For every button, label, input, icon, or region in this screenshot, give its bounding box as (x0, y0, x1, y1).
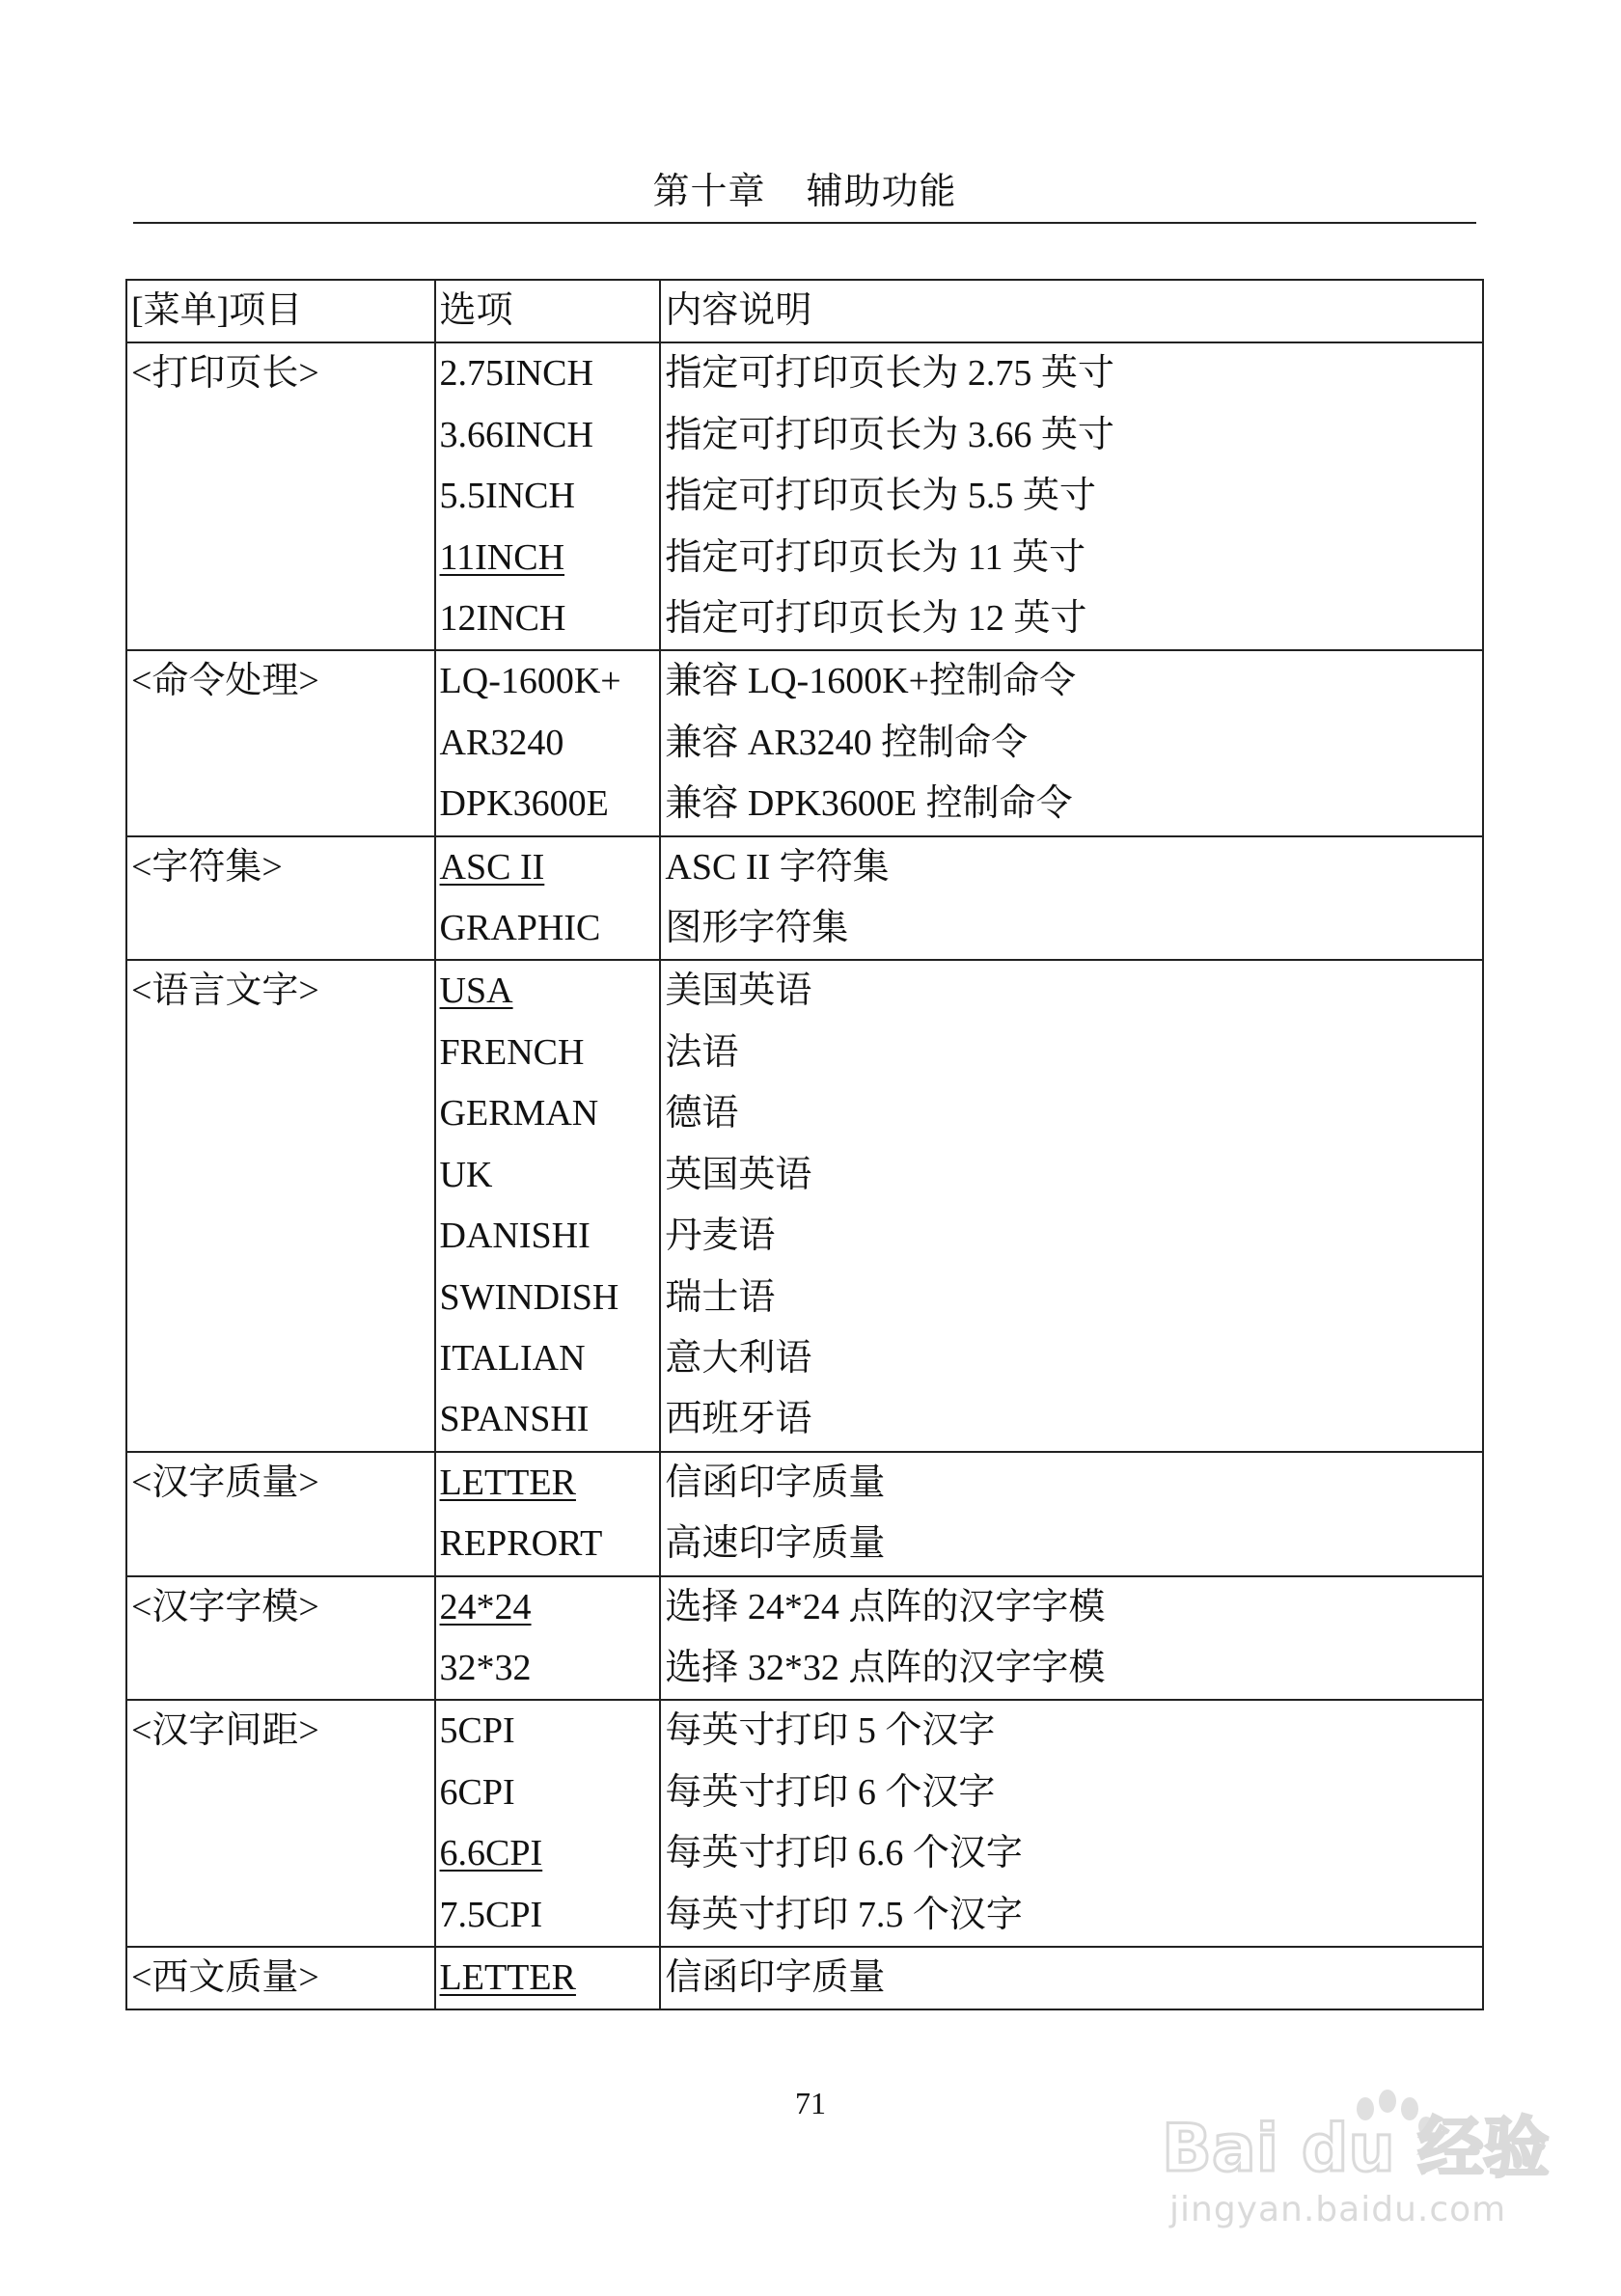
option-cell (435, 836, 661, 961)
default-option-value: 24*24 (439, 1586, 532, 1627)
menu-item-cell (126, 1700, 435, 1947)
option-description: 选择 32*32 点阵的汉字字模 (665, 1647, 1106, 1688)
menu-item-cell (126, 342, 435, 650)
default-option-value: 11INCH (439, 536, 565, 578)
option-value: GERMAN (439, 1093, 599, 1134)
option-value: DPK3600E (439, 783, 609, 825)
option-cell (435, 342, 661, 650)
watermark-url: jingyan.baidu.com (1169, 2190, 1507, 2229)
table-row (126, 1947, 1483, 2009)
option-cell (435, 650, 661, 835)
option-description: 图形字符集 (665, 908, 849, 949)
option-value: 7.5CPI (439, 1894, 543, 1935)
option-value: AR3240 (439, 722, 564, 763)
description-cell (660, 1576, 1483, 1701)
option-description: 每英寸打印 6 个汉字 (665, 1771, 996, 1813)
watermark-logo-text: Bai du 经验 (1162, 2111, 1550, 2184)
option-description: 高速印字质量 (665, 1523, 886, 1565)
default-option-value: ASC II (439, 846, 545, 888)
option-description: 信函印字质量 (665, 1956, 886, 1998)
option-value: 6CPI (439, 1771, 515, 1813)
option-value: UK (439, 1154, 493, 1195)
header-description: 内容说明 (660, 280, 1483, 342)
option-description: 兼容 LQ-1600K+控制命令 (665, 661, 1077, 702)
option-description: 美国英语 (665, 970, 812, 1012)
baidu-paw-logo (1158, 2088, 1563, 2184)
default-option-value: LETTER (439, 1956, 576, 1998)
option-description: 指定可打印页长为 5.5 英寸 (665, 476, 1096, 517)
table-row (126, 1700, 1483, 1947)
option-cell (435, 1947, 661, 2009)
option-description: ASC II 字符集 (665, 846, 890, 888)
default-option-value: USA (439, 970, 513, 1012)
option-description: 兼容 AR3240 控制命令 (665, 722, 1029, 763)
page-number: 71 (795, 2086, 826, 2120)
description-cell (660, 1700, 1483, 1947)
option-value: GRAPHIC (439, 908, 601, 949)
menu-item-label: <汉字字模> (131, 1586, 319, 1627)
menu-item-label: <命令处理> (131, 661, 319, 702)
menu-item-label: <语言文字> (131, 970, 319, 1012)
table-row (126, 836, 1483, 961)
option-value: 5CPI (439, 1710, 515, 1752)
table-row (126, 650, 1483, 835)
option-value: 2.75INCH (439, 353, 593, 395)
header-option: 选项 (435, 280, 661, 342)
option-description: 每英寸打印 5 个汉字 (665, 1710, 996, 1752)
table-header-row (126, 280, 1483, 342)
default-option-value: LETTER (439, 1462, 576, 1503)
option-line (440, 1453, 660, 1514)
option-value: 3.66INCH (439, 414, 593, 455)
option-line (440, 961, 660, 1022)
option-description: 信函印字质量 (665, 1462, 886, 1503)
default-option-value: 6.6CPI (439, 1833, 543, 1874)
option-description: 指定可打印页长为 2.75 英寸 (665, 353, 1114, 395)
description-cell (660, 342, 1483, 650)
option-description: 指定可打印页长为 12 英寸 (665, 598, 1087, 640)
menu-item-cell (126, 650, 435, 835)
page-header (133, 162, 1476, 224)
option-description: 意大利语 (665, 1337, 812, 1379)
menu-item-cell (126, 1452, 435, 1576)
option-line (440, 1948, 660, 2009)
description-cell (660, 1947, 1483, 2009)
option-description: 西班牙语 (665, 1399, 812, 1440)
header-menu-item: [菜单]项目 (126, 280, 435, 342)
description-cell (660, 1452, 1483, 1576)
option-value: 5.5INCH (439, 476, 575, 517)
description-cell (660, 650, 1483, 835)
option-description: 兼容 DPK3600E 控制命令 (665, 783, 1073, 825)
table-row (126, 1576, 1483, 1701)
option-value: FRENCH (439, 1031, 585, 1073)
option-cell (435, 1700, 661, 1947)
option-cell (435, 1576, 661, 1701)
table-body (126, 342, 1483, 2009)
menu-item-label: <汉字间距> (131, 1710, 319, 1752)
menu-item-cell (126, 960, 435, 1451)
option-description: 法语 (665, 1031, 739, 1073)
option-value: LQ-1600K+ (439, 661, 621, 702)
option-cell (435, 960, 661, 1451)
menu-item-label: <字符集> (131, 846, 283, 888)
option-description: 丹麦语 (665, 1216, 776, 1257)
option-description: 每英寸打印 6.6 个汉字 (665, 1833, 1023, 1874)
table-row (126, 342, 1483, 650)
option-description: 瑞士语 (665, 1276, 776, 1318)
option-description: 选择 24*24 点阵的汉字字模 (665, 1586, 1106, 1627)
menu-item-cell (126, 836, 435, 961)
option-value: 12INCH (439, 598, 566, 640)
option-description: 指定可打印页长为 11 英寸 (665, 536, 1085, 578)
menu-item-label: <西文质量> (131, 1956, 319, 1998)
menu-item-label: <打印页长> (131, 353, 319, 395)
option-line (440, 528, 660, 588)
menu-item-label: <汉字质量> (131, 1462, 319, 1503)
option-line (440, 1577, 660, 1638)
menu-settings-table (125, 279, 1484, 2010)
option-value: 32*32 (439, 1647, 532, 1688)
menu-item-cell (126, 1576, 435, 1701)
menu-item-cell (126, 1947, 435, 2009)
option-value: DANISHI (439, 1216, 591, 1257)
option-description: 德语 (665, 1093, 739, 1134)
option-description: 英国英语 (665, 1154, 812, 1195)
option-description: 每英寸打印 7.5 个汉字 (665, 1894, 1023, 1935)
option-description: 指定可打印页长为 3.66 英寸 (665, 414, 1114, 455)
chapter-title: 第十章 辅助功能 (652, 172, 957, 212)
option-value: REPRORT (439, 1523, 603, 1565)
option-value: SPANSHI (439, 1399, 590, 1440)
table-row (126, 960, 1483, 1451)
option-line (440, 1823, 660, 1884)
option-value: ITALIAN (439, 1337, 586, 1379)
baidu-jingyan-watermark (1158, 2055, 1563, 2238)
description-cell (660, 836, 1483, 961)
option-line (440, 837, 660, 898)
option-value: SWINDISH (439, 1276, 619, 1318)
table-row (126, 1452, 1483, 1576)
option-cell (435, 1452, 661, 1576)
description-cell (660, 960, 1483, 1451)
